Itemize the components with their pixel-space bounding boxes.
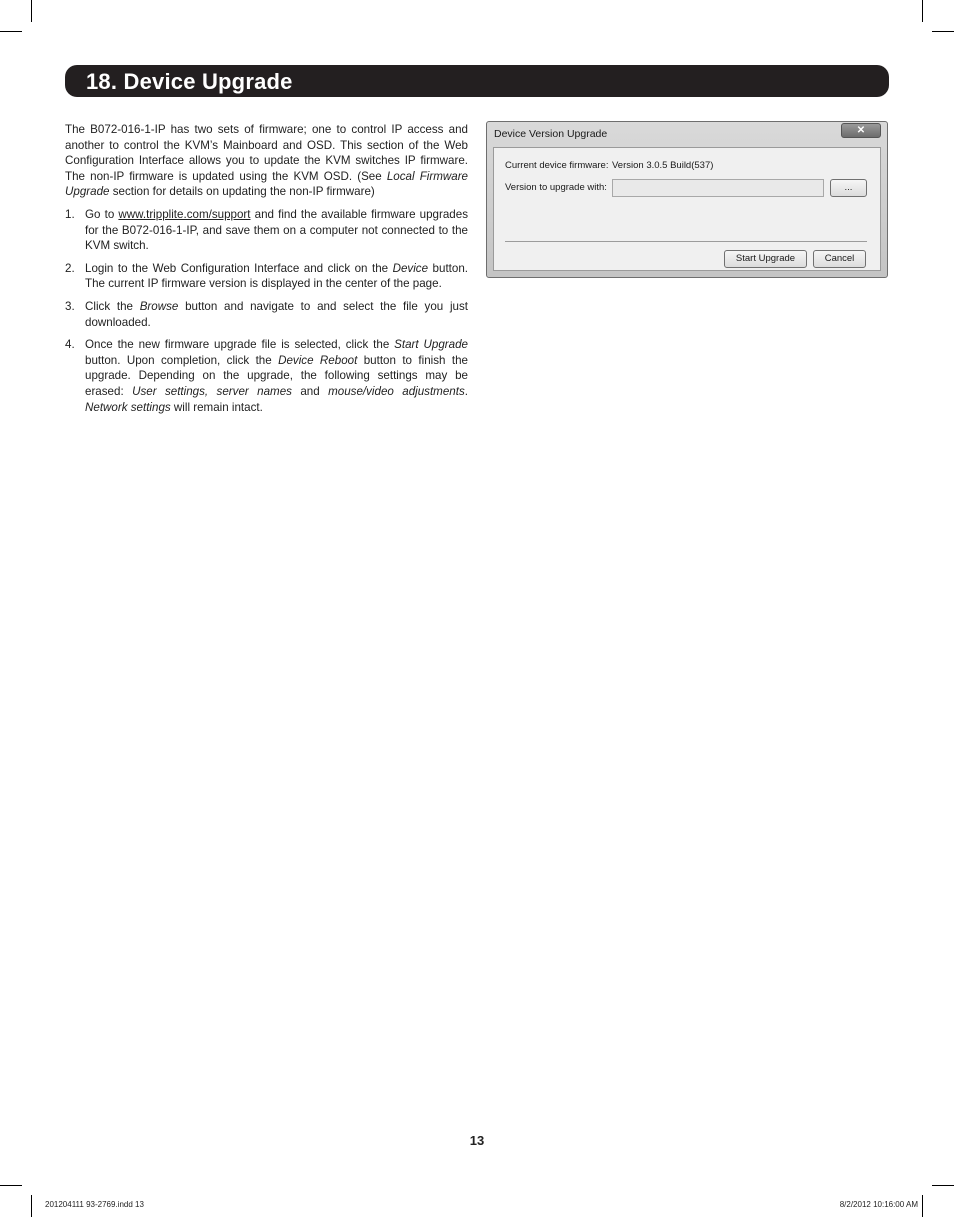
divider	[505, 241, 867, 242]
support-link[interactable]: www.tripplite.com/support	[118, 207, 251, 221]
section-header	[65, 65, 889, 97]
page-number: 13	[469, 1133, 485, 1148]
body-text	[65, 122, 468, 422]
start-upgrade-button[interactable]: Start Upgrade	[724, 250, 807, 268]
crop-mark	[31, 0, 32, 22]
section-title: 18. Device Upgrade	[86, 69, 293, 94]
cancel-button[interactable]: Cancel	[813, 250, 866, 268]
upgrade-file-input[interactable]	[612, 179, 824, 197]
list-item: 4. Once the new firmware upgrade file is selected, click the Start Upgrade button. Upon completion, click the Device Reboot button to finish the upgrade. Depending on the upgrade, the following settings may be erased: User settings, server names and mouse/video adjustments. Network settings will remain intact.	[65, 338, 468, 414]
intro-paragraph: The B072-016-1-IP has two sets of firmware; one to control IP access and another to control the KVM’s Mainboard and OSD. This section of the Web Configuration Interface allows you to update the KVM switches IP firmware. The non-IP firmware is updated using the KVM OSD. (See Local Firmware Upgrade section for details on updating the non-IP firmware)	[65, 123, 469, 199]
upgrade-file-label: Version to upgrade with:	[505, 182, 607, 193]
slug-right: 8/2/2012 10:16:00 AM	[839, 1200, 918, 1209]
close-icon: ✕	[856, 125, 866, 136]
list-item: 2. Login to the Web Configuration Interface and click on the Device button. The current IP firmware version is displayed in the center of the page.	[65, 261, 469, 291]
dialog-panel	[493, 147, 881, 271]
dialog-title: Device Version Upgrade	[494, 128, 608, 140]
current-firmware-label: Current device firmware:	[505, 160, 609, 171]
crop-mark	[922, 0, 923, 22]
browse-button[interactable]: ...	[830, 179, 867, 197]
crop-mark	[922, 1195, 923, 1217]
list-item: 1. Go to www.tripplite.com/support and find the available firmware upgrades for the B072-016-1-IP, and save them on a computer not connected to the KVM switch.	[65, 207, 468, 253]
crop-mark	[0, 1185, 22, 1186]
steps-list	[65, 207, 468, 415]
crop-mark	[0, 31, 22, 32]
crop-mark	[31, 1195, 32, 1217]
slug-left: 201204111 93-2769.indd 13	[45, 1200, 144, 1209]
list-item: 3. Click the Browse button and navigate to and select the file you just downloaded.	[65, 299, 468, 329]
current-firmware-value: Version 3.0.5 Build(537)	[612, 160, 714, 171]
close-button[interactable]	[841, 123, 881, 138]
device-version-upgrade-dialog	[486, 121, 888, 278]
crop-mark	[932, 31, 954, 32]
crop-mark	[932, 1185, 954, 1186]
